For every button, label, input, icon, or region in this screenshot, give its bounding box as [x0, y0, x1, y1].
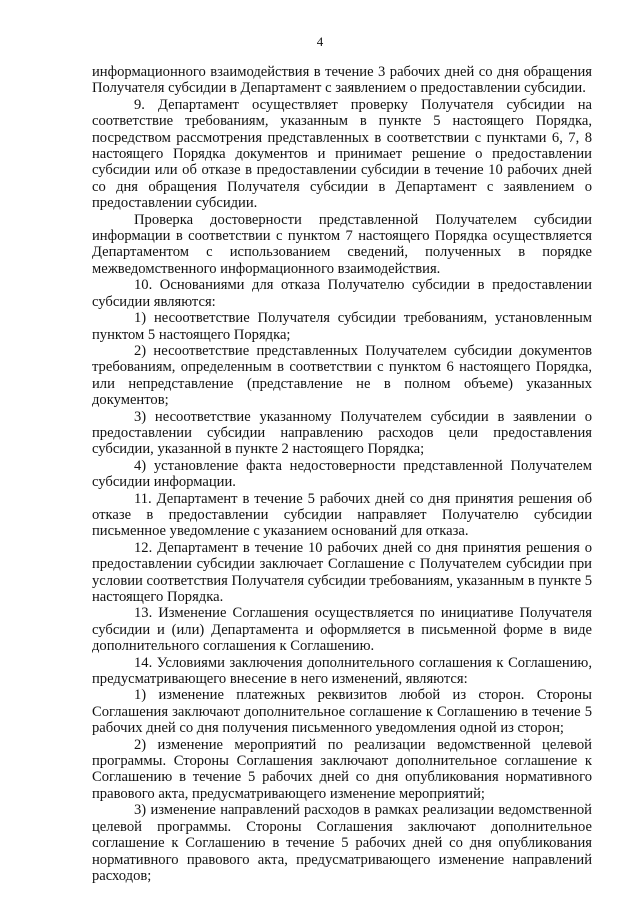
paragraph: 10. Основаниями для отказа Получателю субсидии в предоставлении субсидии являются: [92, 277, 592, 310]
paragraph: 12. Департамент в течение 10 рабочих дней со дня принятия решения о предоставлении субсидии заключает Соглашение с Получателем субсидии при условии соответствия Получателя субсидии требованиям, указанным в пункте 5 настоящего Порядка. [92, 539, 592, 605]
page-number: 4 [316, 34, 324, 49]
paragraph: 1) несоответствие Получателя субсидии требованиям, установленным пунктом 5 настоящего Порядка; [92, 310, 592, 343]
paragraph: 9. Департамент осуществляет проверку Получателя субсидии на соответствие требованиям, указанным в пункте 5 настоящего Порядка, посредством рассмотрения представленных в соответствии с пунктами 6, 7, 8 настоящего Порядка документов и принимает решение о предоставлении субсидии или об отказе в предоставлении субсидии в течение 10 рабочих дней со дня обращения Получателя субсидии в Департамент с заявлением о предоставлении субсидии. [92, 96, 592, 212]
paragraph: 13. Изменение Соглашения осуществляется по инициативе Получателя субсидии и (или) Департамента и оформляется в письменной форме в виде дополнительного соглашения к Соглашению. [92, 605, 592, 655]
paragraph: 1) изменение платежных реквизитов любой из сторон. Стороны Соглашения заключают дополнительное соглашение к Соглашению в течение 5 рабочих дней со дня получения письменного уведомления одной из сторон; [92, 687, 592, 737]
document-body [92, 64, 592, 884]
paragraph: информационного взаимодействия в течение 3 рабочих дней со дня обращения Получателя субсидии в Департамент с заявлением о предоставлении субсидии. [92, 64, 592, 97]
paragraph: 2) несоответствие представленных Получателем субсидии документов требованиям, определенным в соответствии с пунктом 6 настоящего Порядка, или непредставление (представление не в полном объеме) указанных документов; [92, 342, 592, 409]
paragraph: Проверка достоверности представленной Получателем субсидии информации в соответствии с пунктом 7 настоящего Порядка осуществляется Департаментом с использованием сведений, полученных в порядке межведомственного информационного взаимодействия. [92, 211, 592, 277]
paragraph: 14. Условиями заключения дополнительного соглашения к Соглашению, предусматривающего внесение в него изменений, являются: [92, 654, 592, 688]
paragraph: 11. Департамент в течение 5 рабочих дней со дня принятия решения об отказе в предоставлении субсидии направляет Получателю субсидии письменное уведомление с указанием оснований для отказа. [92, 490, 592, 540]
paragraph: 4) установление факта недостоверности представленной Получателем субсидии информации. [92, 457, 592, 491]
paragraph: 3) изменение направлений расходов в рамках реализации ведомственной целевой программы. Стороны Соглашения заключают дополнительное соглашение к Соглашению в течение 5 рабочих дней со дня опубликования нормативного правового акта, предусматривающего изменение направлений расходов; [92, 802, 592, 884]
paragraph: 3) несоответствие указанному Получателем субсидии в заявлении о предоставлении субсидии направлению расходов цели предоставления субсидии, указанной в пункте 2 настоящего Порядка; [92, 408, 592, 458]
paragraph: 2) изменение мероприятий по реализации ведомственной целевой программы. Стороны Соглашения заключают дополнительное соглашение к Соглашению в течение 5 рабочих дней со дня опубликования нормативного правового акта, предусматривающего изменение мероприятий; [92, 736, 592, 802]
